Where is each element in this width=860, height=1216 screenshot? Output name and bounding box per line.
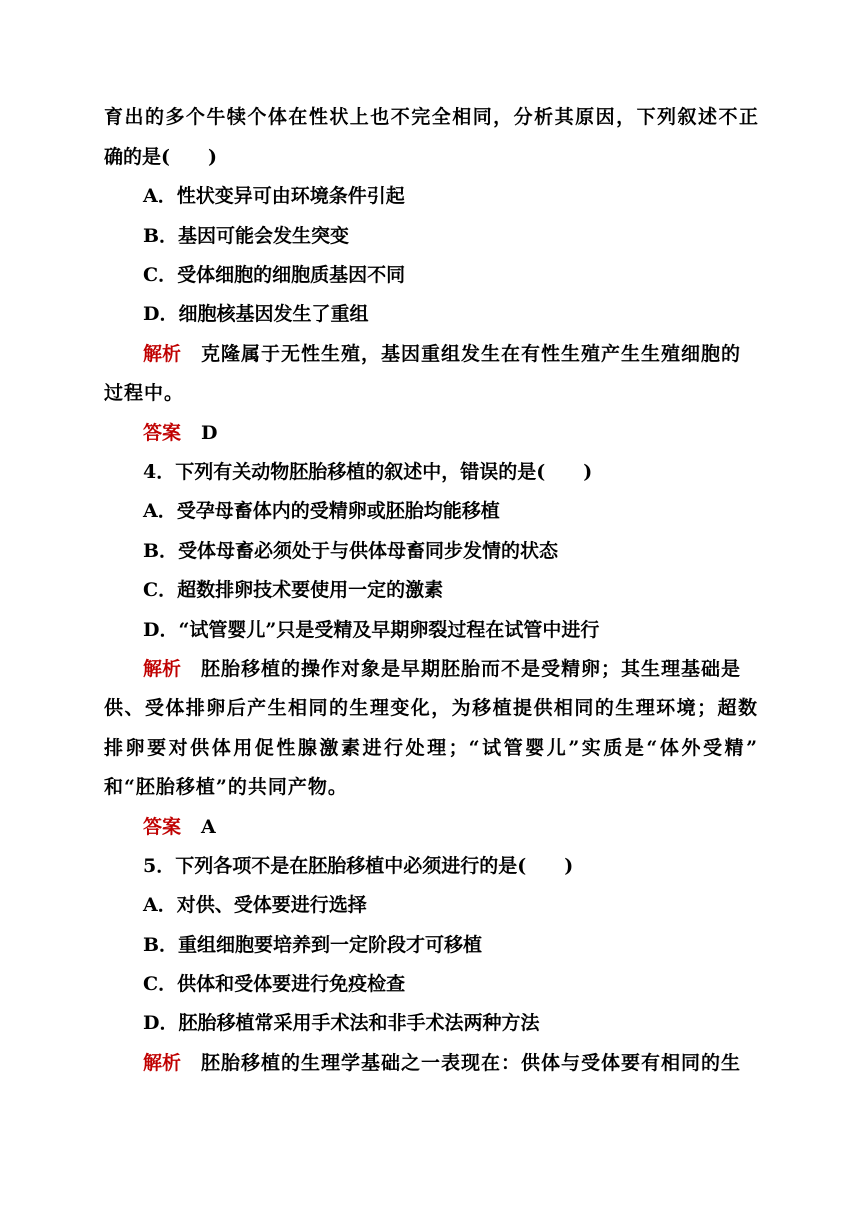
q5-stem: 5．下列各项不是在胚胎移植中必须进行的是( ) <box>143 855 574 877</box>
q4-analysis-text: 胚胎移植的操作对象是早期胚胎而不是受精卵；其生理基础是 <box>201 658 742 680</box>
q4-option-b: B．受体母畜必须处于与供体母畜同步发情的状态 <box>143 540 559 562</box>
q3-stem-line1: 育出的多个牛犊个体在性状上也不完全相同，分析其原因，下列叙述不正 <box>104 106 758 128</box>
q4-analysis-line3: 排卵要对供体用促性腺激素进行处理；“试管婴儿”实质是“体外受精” <box>104 737 758 759</box>
q5-analysis-label: 解析 <box>143 1052 182 1074</box>
q3-analysis-label: 解析 <box>143 343 182 365</box>
q4-analysis-line2: 供、受体排卵后产生相同的生理变化，为移植提供相同的生理环境；超数 <box>104 697 758 719</box>
q4-answer-value: A <box>201 816 216 838</box>
q3-option-b: B．基因可能会发生突变 <box>143 225 350 247</box>
q5-option-a: A．对供、受体要进行选择 <box>143 894 367 916</box>
q3-stem-line2: 确的是( ) <box>104 146 217 168</box>
q3-analysis-text: 克隆属于无性生殖，基因重组发生在有性生殖产生生殖细胞的 <box>201 343 742 365</box>
q3-option-a: A．性状变异可由环境条件引起 <box>143 185 405 207</box>
q5-option-c: C．供体和受体要进行免疫检查 <box>143 973 406 995</box>
q5-option-b: B．重组细胞要培养到一定阶段才可移植 <box>143 934 483 956</box>
q3-analysis-line1 <box>143 341 741 367</box>
q3-answer-line <box>143 420 218 446</box>
q3-option-d: D．细胞核基因发生了重组 <box>143 303 369 325</box>
q3-answer-label: 答案 <box>143 422 182 444</box>
q5-analysis-line1 <box>143 1050 741 1076</box>
q4-option-a: A．受孕母畜体内的受精卵或胚胎均能移植 <box>143 500 500 522</box>
q3-analysis-line2: 过程中。 <box>104 382 185 404</box>
q4-analysis-line4: 和“胚胎移植”的共同产物。 <box>104 776 348 798</box>
q4-stem: 4．下列有关动物胚胎移植的叙述中，错误的是( ) <box>143 461 593 483</box>
q4-answer-label: 答案 <box>143 816 182 838</box>
q3-option-c: C．受体细胞的细胞质基因不同 <box>143 264 406 286</box>
q4-analysis-label: 解析 <box>143 658 182 680</box>
q3-answer-value: D <box>201 422 218 444</box>
q5-analysis-text: 胚胎移植的生理学基础之一表现在：供体与受体要有相同的生 <box>201 1052 742 1074</box>
q4-option-c: C．超数排卵技术要使用一定的激素 <box>143 579 444 601</box>
q4-option-d: D．“试管婴儿”只是受精及早期卵裂过程在试管中进行 <box>143 619 600 641</box>
q4-answer-line <box>143 814 216 840</box>
q4-analysis-line1 <box>143 656 741 682</box>
q5-option-d: D．胚胎移植常采用手术法和非手术法两种方法 <box>143 1012 540 1034</box>
